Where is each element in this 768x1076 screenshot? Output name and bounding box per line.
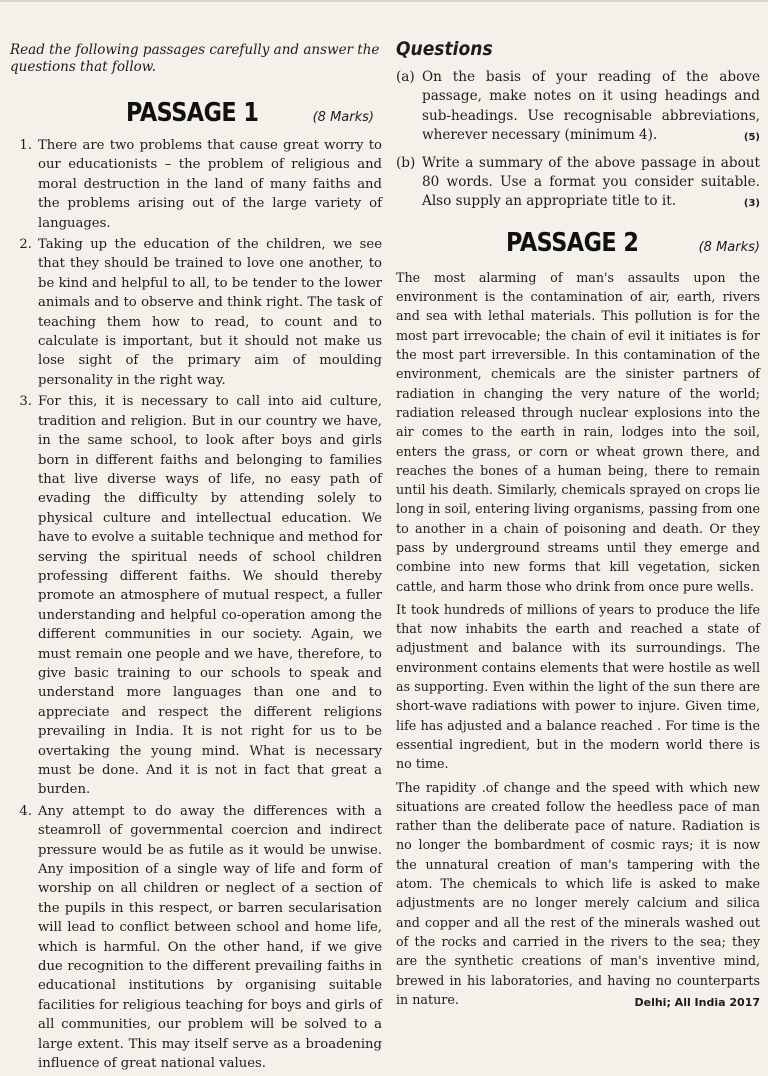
- point-text: Any attempt to do away the differences with a steamroll of governmental coercion and indirect pressure would be as futile as it would be unwise. Any imposition of a single way of life and form of worship on all children or neglect of a section of the pupils in this respect, or barren secularisation will lead to conflict between school and home life, which is harmful. On the other hand, if we give due recognition to the different prevailing faiths in educational institutions by organising suitable facilities for religious teaching for boys and girls of all communities, our problem will be solved to a large extent. This may itself serve as a broadening influence of great national values.: [38, 803, 382, 1072]
- question-label: (b): [396, 154, 416, 171]
- passage2-paragraph: The most alarming of man's assaults upon the environment is the contamination of air, earth, rivers and sea with lethal materials. This pollution is for the most part irrevocable; the chain of evil it initiates is for the most part irreversible. In this contamination of the environment, chemicals are the sinister partners of radiation in changing the very nature of the world; radiation released through nuclear explosions into the air comes to the earth in rain, lodges into the soil, enters the grass, or corn or wheat grown there, and reaches the bones of a human being, there to remain until his death. Similarly, chemicals sprayed on crops lie long in soil, entering living organisms, passing from one to another in a chain of poisoning and death. Or they pass by underground streams until they emerge and combine into new forms that kill vegetation, sicken cattle, and harm those who drink from once pure wells.: [396, 269, 760, 594]
- paragraph-text: The rapidity .of change and the speed with which new situations are created follow the heedless pace of man rather than the deliberate pace of nature. Radiation is no longer the bombardment of cosmic rays; it is now the unnatural creation of man's tampering with the atom. The chemicals to which life is asked to make adjustments are no longer merely calcium and silica and copper and all the rest of the minerals washed out of the rocks and carried in the rivers to the sea; they are the synthetic creations of man's inventive mind, brewed in his laboratories, and having no counterparts in nature.: [396, 779, 760, 1007]
- question-item: [396, 68, 760, 148]
- point-number: 4.: [19, 803, 32, 819]
- point-number: 3.: [19, 394, 32, 410]
- point-text: There are two problems that cause great worry to our educationists – the problem of religious and moral destruction in the land of many faiths and the problems arising out of the large variety of languages.: [38, 138, 382, 231]
- passage1-points: [10, 136, 382, 1074]
- question-body: [422, 154, 760, 214]
- point-text: For this, it is necessary to call into aid culture, tradition and religion. But in our country we have, in the same school, to look after boys and girls born in different faiths and belonging to families that live diverse ways of life, no easy path of evading the difficulty by attending solely to physical culture and intellectual education. We have to evolve a suitable technique and method for serving the spiritual needs of school children professing different faiths. We should thereby promote an atmosphere of mutual respect, a fuller understanding and helpful co-operation among the different communities in our society. Again, we must remain one people and we have, therefore, to give basic training to our schools to speak and understand more languages than one and to appreciate and respect the different religions prevailing in India. It is not right for us to be overtaking the young mind. What is necessary must be done. And it is not in fact that great a burden.: [38, 394, 382, 798]
- passage1-point: [10, 802, 382, 1074]
- point-text: Taking up the education of the children, we see that they should be trained to love one another, to be kind and helpful to all, to be tender to the lower animals and to observe and think right. The task of teaching them how to read, to count and to calculate is important, but it should not make us lose sight of the primary aim of moulding personality in the right way.: [38, 237, 382, 388]
- question-body: [422, 68, 760, 148]
- passage1-point: [10, 136, 382, 233]
- passage1-title: PASSAGE 1: [126, 98, 259, 128]
- left-column: [10, 42, 382, 1076]
- question-text: On the basis of your reading of the above passage, make notes on it using headings and sub-headings. Use recognisable abbreviations, wherever necessary (minimum 4).: [422, 69, 760, 144]
- point-number: 2.: [19, 237, 32, 253]
- passage2-header: [396, 228, 760, 258]
- page-top-edge: [0, 0, 768, 2]
- passage2-marks: (8 Marks): [698, 239, 760, 255]
- question-label: (a): [396, 69, 415, 85]
- question-marks: (3): [743, 198, 760, 210]
- question-text: Write a summary of the above passage in about 80 words. Use a format you consider suitable. Also supply an appropriate title to it.: [422, 154, 760, 210]
- passage1-point: [10, 235, 382, 390]
- instructions: Read the following passages carefully and answer the questions that follow.: [10, 42, 380, 75]
- questions-heading: Questions: [396, 38, 493, 60]
- point-number: 1.: [19, 138, 32, 153]
- passage1-point: [10, 392, 382, 800]
- question-marks: (5): [743, 132, 760, 144]
- question-item: [396, 154, 760, 214]
- right-column: [396, 38, 760, 1013]
- passage1-marks: (8 Marks): [312, 110, 374, 125]
- source-citation: Delhi; All India 2017: [634, 995, 760, 1009]
- passage1-header: [10, 98, 382, 128]
- passage2-paragraph: It took hundreds of millions of years to produce the life that now inhabits the earth and reached a state of adjustment and balance with its surroundings. The environment contains elements that were hostile as well as supporting. Even within the light of the sun there are short-wave radiations with power to injure. Given time, life has adjusted and a balance reached . For time is the essential ingredient, but in the modern world there is no time.: [396, 601, 761, 772]
- passage2-paragraph: [396, 778, 760, 1010]
- passage2-title: PASSAGE 2: [506, 227, 639, 258]
